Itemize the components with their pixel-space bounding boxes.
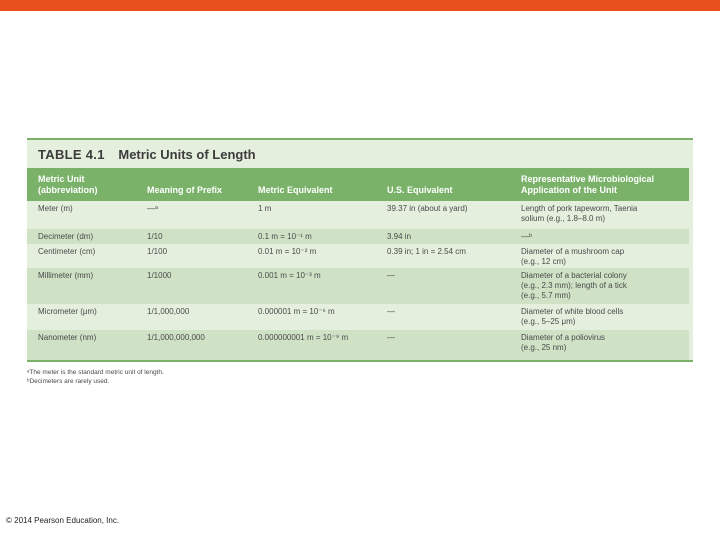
table-row-meter — [27, 201, 689, 229]
cell-metric: 0.001 m = 10⁻³ m — [258, 271, 321, 280]
metric-units-table — [27, 138, 693, 362]
header-metric-unit: Metric Unit (abbreviation) — [38, 174, 98, 195]
cell-us: — — [387, 333, 395, 342]
cell-metric: 0.000000001 m = 10⁻⁹ m — [258, 333, 349, 342]
cell-us: — — [387, 307, 395, 316]
cell-prefix: 1/1,000,000 — [147, 307, 190, 316]
cell-prefix: 1/100 — [147, 247, 168, 256]
table-header-row — [27, 168, 689, 201]
cell-prefix: 1/10 — [147, 232, 163, 241]
header-us-equivalent: U.S. Equivalent — [387, 185, 453, 195]
table-row-micrometer — [27, 304, 689, 330]
cell-unit: Micrometer (μm) — [38, 307, 97, 316]
table-label: TABLE 4.1 — [38, 147, 105, 162]
cell-application: Diameter of a poliovirus (e.g., 25 nm) — [521, 333, 606, 352]
cell-us: 0.39 in; 1 in = 2.54 cm — [387, 247, 466, 256]
cell-unit: Decimeter (dm) — [38, 232, 94, 241]
table-row-millimeter — [27, 268, 689, 304]
cell-us: — — [387, 271, 395, 280]
cell-prefix: 1/1,000,000,000 — [147, 333, 205, 342]
cell-application: Diameter of a mushroom cap (e.g., 12 cm) — [521, 247, 625, 266]
cell-unit: Nanometer (nm) — [38, 333, 97, 342]
footnote-a: ᵃThe meter is the standard metric unit of length. — [27, 369, 164, 376]
cell-us: 39.37 in (about a yard) — [387, 204, 468, 213]
table-row-nanometer — [27, 330, 689, 360]
table-row-decimeter — [27, 229, 689, 244]
header-application: Representative Microbiological Application of the Unit — [521, 174, 655, 195]
cell-us: 3.94 in — [387, 232, 412, 241]
cell-unit: Millimeter (mm) — [38, 271, 94, 280]
cell-application: Diameter of a bacterial colony (e.g., 2.3 mm); length of a tick (e.g., 5.7 mm) — [521, 271, 627, 300]
header-metric-equivalent: Metric Equivalent — [258, 185, 333, 195]
cell-application: —ᵇ — [521, 232, 533, 241]
cell-application: Length of pork tapeworm, Taenia solium (e.g., 1.8–8.0 m) — [521, 204, 638, 223]
copyright-notice: © 2014 Pearson Education, Inc. — [6, 516, 120, 525]
cell-metric: 1 m — [258, 204, 272, 213]
cell-prefix: 1/1000 — [147, 271, 172, 280]
table-row-centimeter — [27, 244, 689, 268]
table-title — [38, 147, 256, 167]
cell-application: Diameter of white blood cells (e.g., 5–25 μm) — [521, 307, 624, 326]
cell-metric: 0.1 m = 10⁻¹ m — [258, 232, 312, 241]
cell-unit: Centimeter (cm) — [38, 247, 96, 256]
top-accent-bar — [0, 0, 720, 11]
cell-metric: 0.01 m = 10⁻² m — [258, 247, 317, 256]
cell-unit: Meter (m) — [38, 204, 73, 213]
cell-metric: 0.000001 m = 10⁻⁶ m — [258, 307, 335, 316]
footnote-b: ᵇDecimeters are rarely used. — [27, 378, 110, 385]
header-meaning-of-prefix: Meaning of Prefix — [147, 185, 223, 195]
table-name: Metric Units of Length — [118, 147, 256, 162]
cell-prefix: —ᵃ — [147, 204, 158, 213]
table-footnotes — [27, 368, 427, 386]
